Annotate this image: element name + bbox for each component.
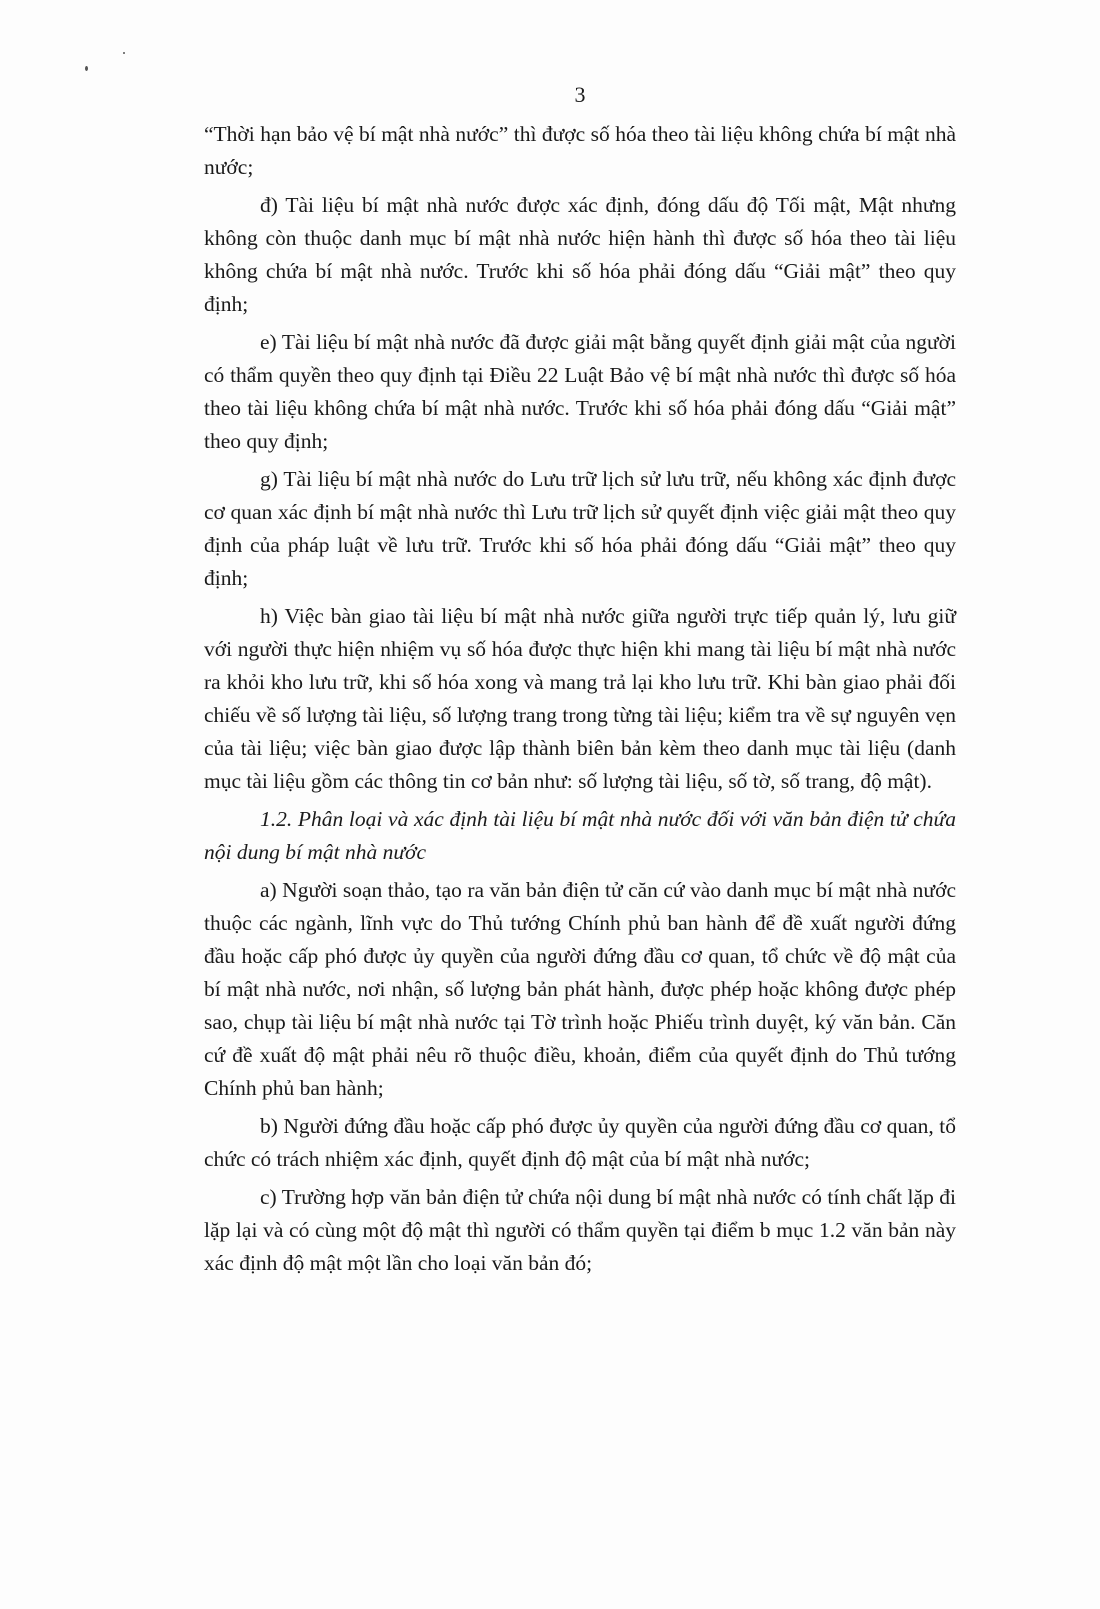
document-body: [204, 118, 956, 1285]
paragraph-item-e: e) Tài liệu bí mật nhà nước đã được giải mật bằng quyết định giải mật của người có thẩm quyền theo quy định tại Điều 22 Luật Bảo vệ bí mật nhà nước thì được số hóa theo tài liệu không chứa bí mật nhà nước. Trước khi số hóa phải đóng dấu “Giải mật” theo quy định;: [204, 330, 956, 453]
paragraph-item-c: c) Trường hợp văn bản điện tử chứa nội dung bí mật nhà nước có tính chất lặp đi lặp lại và có cùng một độ mật thì người có thẩm quyền tại điểm b mục 1.2 văn bản này xác định độ mật một lần cho loại văn bản đó;: [204, 1185, 956, 1275]
paragraph-item-b: b) Người đứng đầu hoặc cấp phó được ủy quyền của người đứng đầu cơ quan, tổ chức có trách nhiệm xác định, quyết định độ mật của bí mật nhà nước;: [204, 1114, 956, 1171]
paragraph-item-h: h) Việc bàn giao tài liệu bí mật nhà nước giữa người trực tiếp quản lý, lưu giữ với người thực hiện nhiệm vụ số hóa được thực hiện khi mang tài liệu bí mật nhà nước ra khỏi kho lưu trữ, khi số hóa xong và mang trả lại kho lưu trữ. Khi bàn giao phải đối chiếu về số lượng tài liệu, số lượng trang trong từng tài liệu; kiểm tra về sự nguyên vẹn của tài liệu; việc bàn giao được lập thành biên bản kèm theo danh mục tài liệu (danh mục tài liệu gồm các thông tin cơ bản như: số lượng tài liệu, số tờ, số trang, độ mật).: [204, 604, 956, 793]
page-number: 3: [574, 82, 586, 107]
paragraph-item-g: g) Tài liệu bí mật nhà nước do Lưu trữ lịch sử lưu trữ, nếu không xác định được cơ quan xác định bí mật nhà nước thì Lưu trữ lịch sử quyết định việc giải mật theo quy định của pháp luật về lưu trữ. Trước khi số hóa phải đóng dấu “Giải mật” theo quy định;: [204, 467, 956, 590]
scan-speck: [85, 66, 88, 71]
paragraph-item-a: a) Người soạn thảo, tạo ra văn bản điện tử căn cứ vào danh mục bí mật nhà nước thuộc các ngành, lĩnh vực do Thủ tướng Chính phủ ban hành để đề xuất người đứng đầu hoặc cấp phó được ủy quyền của người đứng đầu cơ quan, tổ chức về độ mật của bí mật nhà nước, nơi nhận, số lượng bản phát hành, được phép hoặc không được phép sao, chụp tài liệu bí mật nhà nước tại Tờ trình hoặc Phiếu trình duyệt, ký văn bản. Căn cứ đề xuất độ mật phải nêu rõ thuộc điều, khoản, điểm của quyết định do Thủ tướng Chính phủ ban hành;: [204, 878, 956, 1100]
section-heading-1-2: 1.2. Phân loại và xác định tài liệu bí mật nhà nước đối với văn bản điện tử chứa nội dung bí mật nhà nước: [204, 807, 956, 864]
paragraph-item-d: đ) Tài liệu bí mật nhà nước được xác định, đóng dấu độ Tối mật, Mật nhưng không còn thuộc danh mục bí mật nhà nước hiện hành thì được số hóa theo tài liệu không chứa bí mật nhà nước. Trước khi số hóa phải đóng dấu “Giải mật” theo quy định;: [204, 193, 956, 316]
paragraph-continuation: “Thời hạn bảo vệ bí mật nhà nước” thì được số hóa theo tài liệu không chứa bí mật nhà nước;: [204, 122, 956, 179]
scan-speck: [123, 52, 125, 54]
